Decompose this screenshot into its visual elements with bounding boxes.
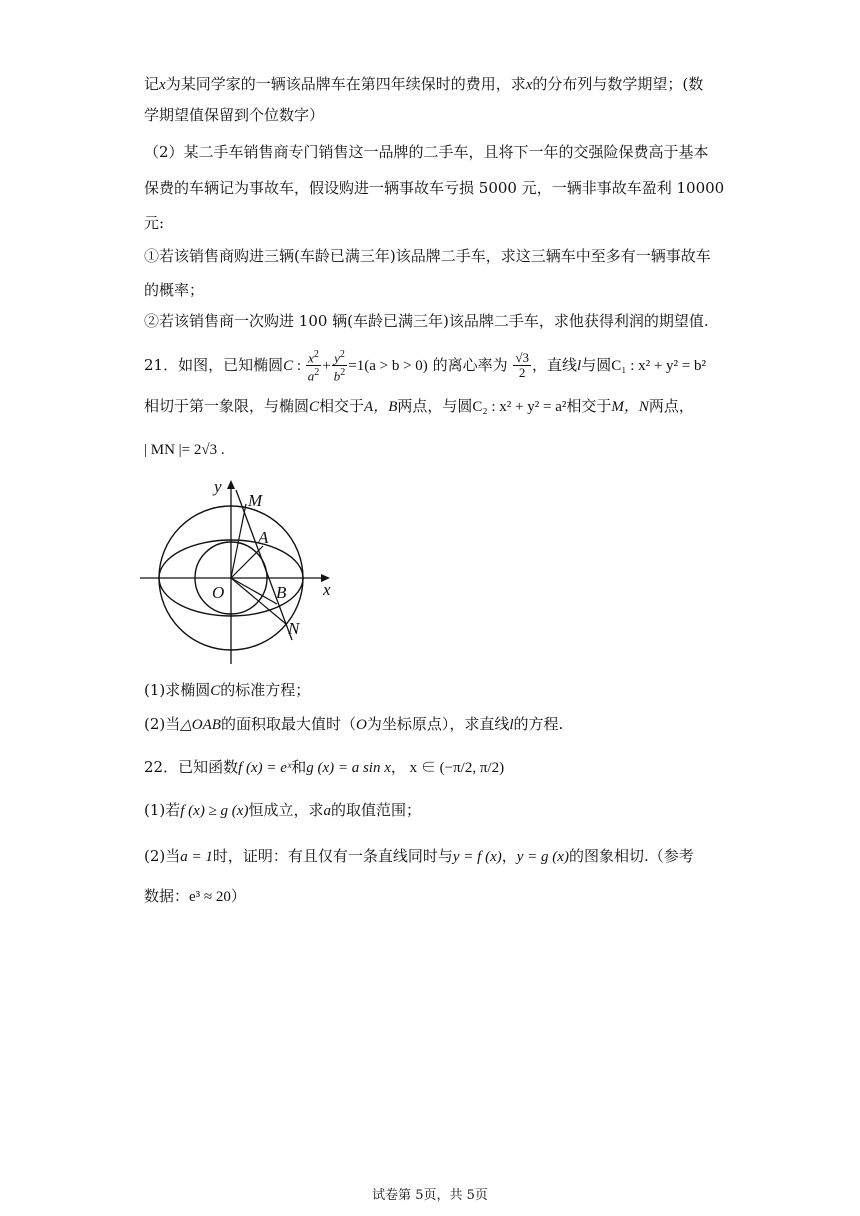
p20-q2-line-1: （2）某二手车销售商专门销售这一品牌的二手车，且将下一年的交强险保费高于基本	[144, 143, 709, 161]
p20-q2-i-line-2: 的概率；	[144, 281, 205, 299]
label-x: x	[323, 580, 331, 599]
g-definition: g (x) = a sin x	[306, 760, 391, 776]
fraction-x2-a2: $\frac{x^2}{a^2}$	[307, 349, 320, 384]
p21-stem-line-1: 21．如图，已知椭圆C : $\frac{x^2}{a^2}$ + $\frac{y^2}{b^2}$ =1(a > b > 0) 的离心率为 $\frac{√3}{2}$ ，直线l与圆C₁ : x² + y² = b²	[144, 349, 707, 384]
p22-q2-line-1: (2)当a = 1时，证明：有且仅有一条直线同时与y = f (x)，y = g (x)的图象相切.（参考	[144, 847, 694, 865]
p20-q2-i-line-1: ①若该销售商购进三辆(车龄已满三年)该品牌二手车，求这三辆车中至多有一辆事故车	[144, 247, 711, 265]
fraction-y2-b2: $\frac{y^2}{b^2}$	[333, 349, 346, 384]
p22-q1: (1)若f (x) ≥ g (x)恒成立，求a的取值范围；	[144, 801, 421, 819]
p22-stem: 22．已知函数f (x) = eˣ和g (x) = a sin x， x ∈ (−π/2, π/2)	[144, 758, 505, 776]
label-o: O	[212, 583, 225, 602]
eccentricity-fraction: $\frac{√3}{2}$	[515, 350, 529, 381]
p21-stem-line-2: 相切于第一象限，与椭圆C相交于A，B两点，与圆C₂ : x² + y² = a²相交于M，N两点，	[144, 397, 694, 415]
p20-q2-line-3: 元:	[144, 214, 165, 232]
domain: ， x ∈ (−π/2, π/2)	[390, 760, 505, 776]
p21-q1: (1)求椭圆C的标准方程；	[144, 681, 311, 699]
label-b: B	[276, 583, 287, 602]
label-y: y	[214, 477, 222, 496]
ellipse-circle-figure	[140, 474, 340, 664]
circle-c2-equation: C₂ : x² + y² = a²	[472, 399, 567, 415]
label-a: A	[258, 528, 269, 547]
circle-c1-equation: C₁ : x² + y² = b²	[611, 357, 707, 374]
label-n: N	[288, 619, 300, 638]
mn-length: | MN |= 2√3 .	[144, 442, 225, 458]
label-m: M	[248, 491, 263, 510]
segment-oa	[231, 546, 263, 578]
f-definition: f (x) = eˣ	[238, 760, 292, 776]
p20-line-1: 记x为某同学家的一辆该品牌车在第四年续保时的费用，求x的分布列与数学期望；(数	[144, 75, 704, 93]
p21-q2: (2)当△OAB的面积取最大值时（O为坐标原点），求直线l的方程.	[144, 715, 564, 733]
page-footer: 试卷第 5页，共 5页	[372, 1188, 488, 1203]
p20-q2-ii: ②若该销售商一次购进 100 辆(车龄已满三年)该品牌二手车，求他获得利润的期望值.	[144, 312, 709, 330]
p22-q2-line-2: 数据：e³ ≈ 20）	[144, 887, 246, 905]
p20-q2-line-2: 保费的车辆记为事故车，假设购进一辆事故车亏损 5000 元，一辆非事故车盈利 10000	[144, 179, 725, 197]
p20-line-2: 学期望值保留到个位数字）	[144, 106, 325, 124]
y-axis-arrow	[227, 480, 235, 489]
